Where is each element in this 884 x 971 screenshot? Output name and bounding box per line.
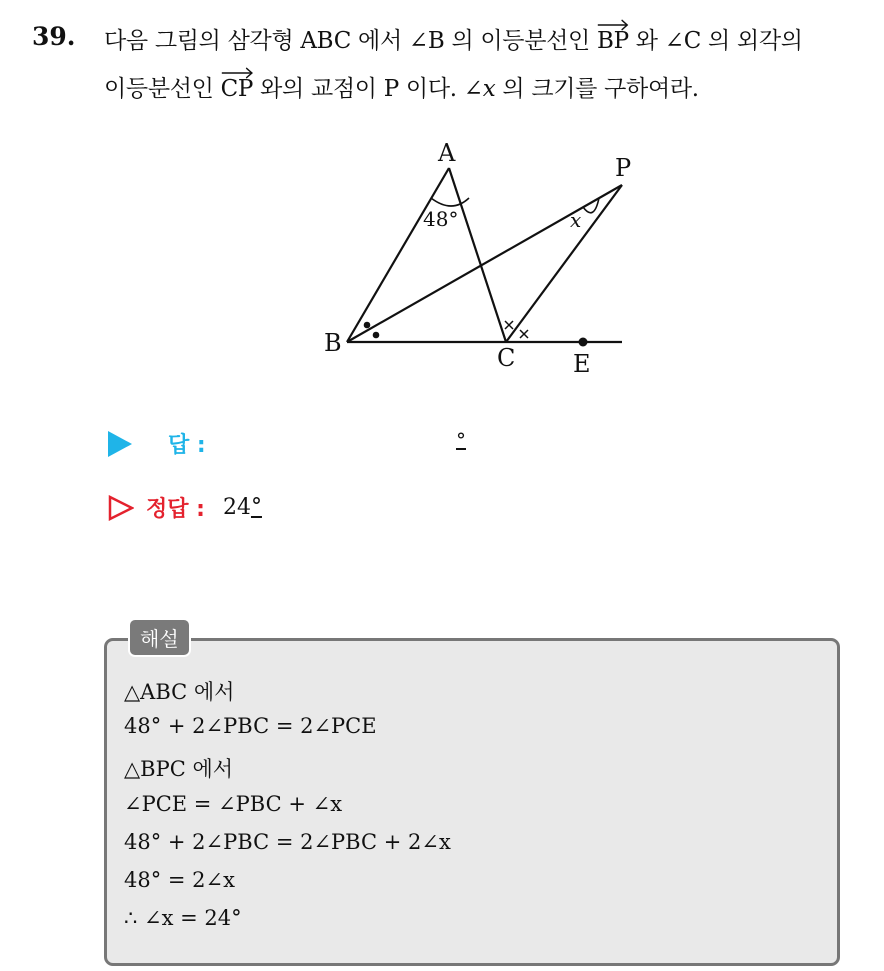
question-text-2c: 의 크기를 구하여라. — [495, 76, 699, 102]
label-b: B — [324, 329, 342, 357]
label-p: P — [615, 154, 632, 182]
bisector-mark-2 — [373, 332, 380, 339]
question-text-1a: 다음 그림의 삼각형 ABC 에서 ∠B 의 이등분선인 — [104, 28, 597, 54]
label-c: C — [497, 344, 516, 372]
label-e: E — [573, 350, 591, 378]
vector-cp: CP — [221, 76, 253, 102]
explanation-line: 48° = 2∠x — [124, 868, 235, 892]
answer-blank-unit[interactable]: ° — [456, 428, 466, 452]
answer-row — [108, 428, 206, 459]
explanation-tag: 해설 — [128, 618, 191, 657]
bisector-mark-1 — [364, 322, 371, 329]
point-e-dot — [579, 338, 588, 347]
solution-row — [108, 492, 262, 523]
angle-a-value: 48° — [423, 207, 459, 231]
question-var: x — [482, 76, 496, 102]
label-a: A — [438, 139, 456, 167]
solution-unit: ° — [250, 494, 262, 520]
explanation-line: ∴ ∠x = 24° — [124, 906, 242, 930]
play-icon — [108, 431, 132, 457]
question-text-1b: 와 ∠C 의 외각의 — [628, 28, 803, 54]
explanation-line: 48° + 2∠PBC = 2∠PCE — [124, 714, 377, 738]
explanation-line: △BPC 에서 — [124, 757, 234, 781]
question-number: 39. — [32, 22, 76, 51]
solution-value: 24 — [222, 495, 251, 520]
angle-p-var: x — [570, 208, 582, 232]
outline-play-icon — [108, 495, 134, 521]
explanation-line: 48° + 2∠PBC = 2∠PBC + 2∠x — [124, 830, 451, 854]
vector-bp: BP — [597, 28, 629, 54]
explanation-line: ∠PCE = ∠PBC + ∠x — [124, 792, 343, 816]
answer-label: 답 : — [168, 433, 206, 458]
segment-cp — [506, 185, 622, 342]
question-text-2b: 와의 교점이 P 이다. ∠ — [253, 76, 483, 102]
triangle-figure — [0, 0, 884, 400]
explanation-line: △ABC 에서 — [124, 680, 235, 704]
arc-angle-a — [431, 198, 469, 206]
question-text-2a: 이등분선인 — [104, 76, 221, 102]
side-ba — [347, 168, 449, 342]
solution-label: 정답 : — [146, 497, 205, 522]
